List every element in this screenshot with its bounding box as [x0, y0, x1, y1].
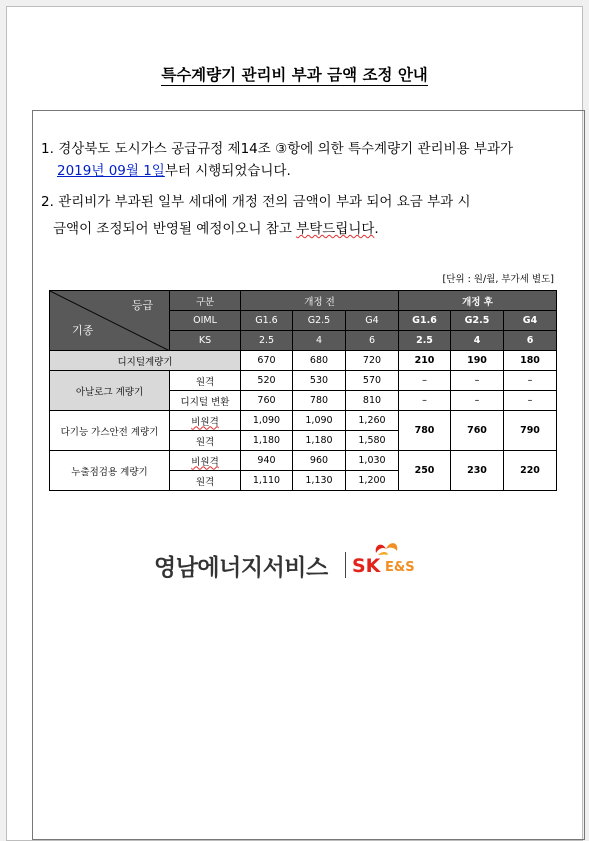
table-cell: 230 [451, 451, 504, 491]
table-cell: 1,180 [293, 431, 346, 451]
table-row [50, 411, 557, 431]
table-cell: 810 [346, 391, 399, 411]
sub-label: 비원격 [170, 411, 241, 431]
sub-label: 비원격 [170, 451, 241, 471]
corner-cell [50, 291, 170, 351]
document-title: 특수계량기 관리비 부과 금액 조정 안내 [161, 66, 428, 84]
table-cell: 1,030 [346, 451, 399, 471]
table-cell: 1,110 [241, 471, 293, 491]
sub-label: 원격 [170, 431, 241, 451]
table-cell: 1,180 [241, 431, 293, 451]
header-gubun: 구분 [170, 291, 241, 311]
table-cell: 780 [399, 411, 451, 451]
table-row [50, 451, 557, 471]
table-cell: 1,200 [346, 471, 399, 491]
table-cell: 1,130 [293, 471, 346, 491]
item-1-line-1: 1. 경상북도 도시가스 공급규정 제14조 ③항에 의한 특수계량기 관리비용 부과가 [41, 141, 514, 157]
item-2-line-2: 금액이 조정되어 반영될 예정이오니 참고 부탁드립니다. [53, 221, 379, 237]
ks-cell: 4 [293, 331, 346, 351]
item-1-line-2: 2019년 09월 1일부터 시행되었습니다. [57, 163, 291, 179]
header-before: 개정 전 [241, 291, 399, 311]
fee-table [49, 290, 557, 491]
table-cell: 1,090 [241, 411, 293, 431]
table-cell: 1,090 [293, 411, 346, 431]
oiml-cell: G2.5 [293, 311, 346, 331]
table-cell: 1,580 [346, 431, 399, 451]
ks-cell: 6 [346, 331, 399, 351]
ks-cell: 4 [451, 331, 504, 351]
table-cell: 790 [504, 411, 557, 451]
table-cell: 960 [293, 451, 346, 471]
table-cell: 250 [399, 451, 451, 491]
table-cell: 570 [346, 371, 399, 391]
corner-grade: 등급 [131, 299, 153, 312]
unit-note: [단위 : 원/월, 부가세 별도] [442, 274, 554, 285]
ks-cell: 6 [504, 331, 557, 351]
table-row [50, 371, 557, 391]
table-cell: – [451, 391, 504, 411]
row-label-analog: 아날로그 계량기 [50, 371, 170, 411]
header-ks: KS [170, 331, 241, 351]
table-cell: 760 [241, 391, 293, 411]
table-row [50, 351, 557, 371]
oiml-cell: G4 [504, 311, 557, 331]
row-label-leak: 누출점검용 계량기 [50, 451, 170, 491]
table-cell: – [399, 391, 451, 411]
row-label-multi: 다기능 가스안전 계량기 [50, 411, 170, 451]
table-cell: – [451, 371, 504, 391]
logo-divider [345, 552, 346, 578]
corner-criteria: 기종 [72, 324, 94, 337]
item-2-line-1: 2. 관리비가 부과된 일부 세대에 개정 전의 금액이 부과 되어 요금 부과 시 [41, 194, 471, 210]
logo-sk: SK [352, 555, 381, 577]
sub-label: 원격 [170, 371, 241, 391]
table-cell: 180 [504, 351, 557, 371]
ks-cell: 2.5 [241, 331, 293, 351]
sub-label: 원격 [170, 471, 241, 491]
table-cell: – [399, 371, 451, 391]
logo-korean-name: 영남에너지서비스 [154, 555, 328, 581]
logo-es: E&S [385, 560, 415, 575]
oiml-cell: G4 [346, 311, 399, 331]
table-cell: 780 [293, 391, 346, 411]
oiml-cell: G1.6 [241, 311, 293, 331]
effective-date: 2019년 09월 1일 [57, 163, 165, 179]
table-cell: – [504, 371, 557, 391]
sub-label: 디지털 변환 [170, 391, 241, 411]
header-oiml: OIML [170, 311, 241, 331]
table-cell: 680 [293, 351, 346, 371]
table-cell: 190 [451, 351, 504, 371]
table-cell: 220 [504, 451, 557, 491]
table-cell: 1,260 [346, 411, 399, 431]
header-after: 개정 후 [399, 291, 557, 311]
table-cell: 760 [451, 411, 504, 451]
ks-cell: 2.5 [399, 331, 451, 351]
table-cell: 530 [293, 371, 346, 391]
row-label-digital: 디지털계량기 [50, 351, 241, 371]
table-cell: 670 [241, 351, 293, 371]
oiml-cell: G1.6 [399, 311, 451, 331]
table-cell: 210 [399, 351, 451, 371]
table-cell: – [504, 391, 557, 411]
table-cell: 720 [346, 351, 399, 371]
oiml-cell: G2.5 [451, 311, 504, 331]
table-cell: 940 [241, 451, 293, 471]
table-cell: 520 [241, 371, 293, 391]
